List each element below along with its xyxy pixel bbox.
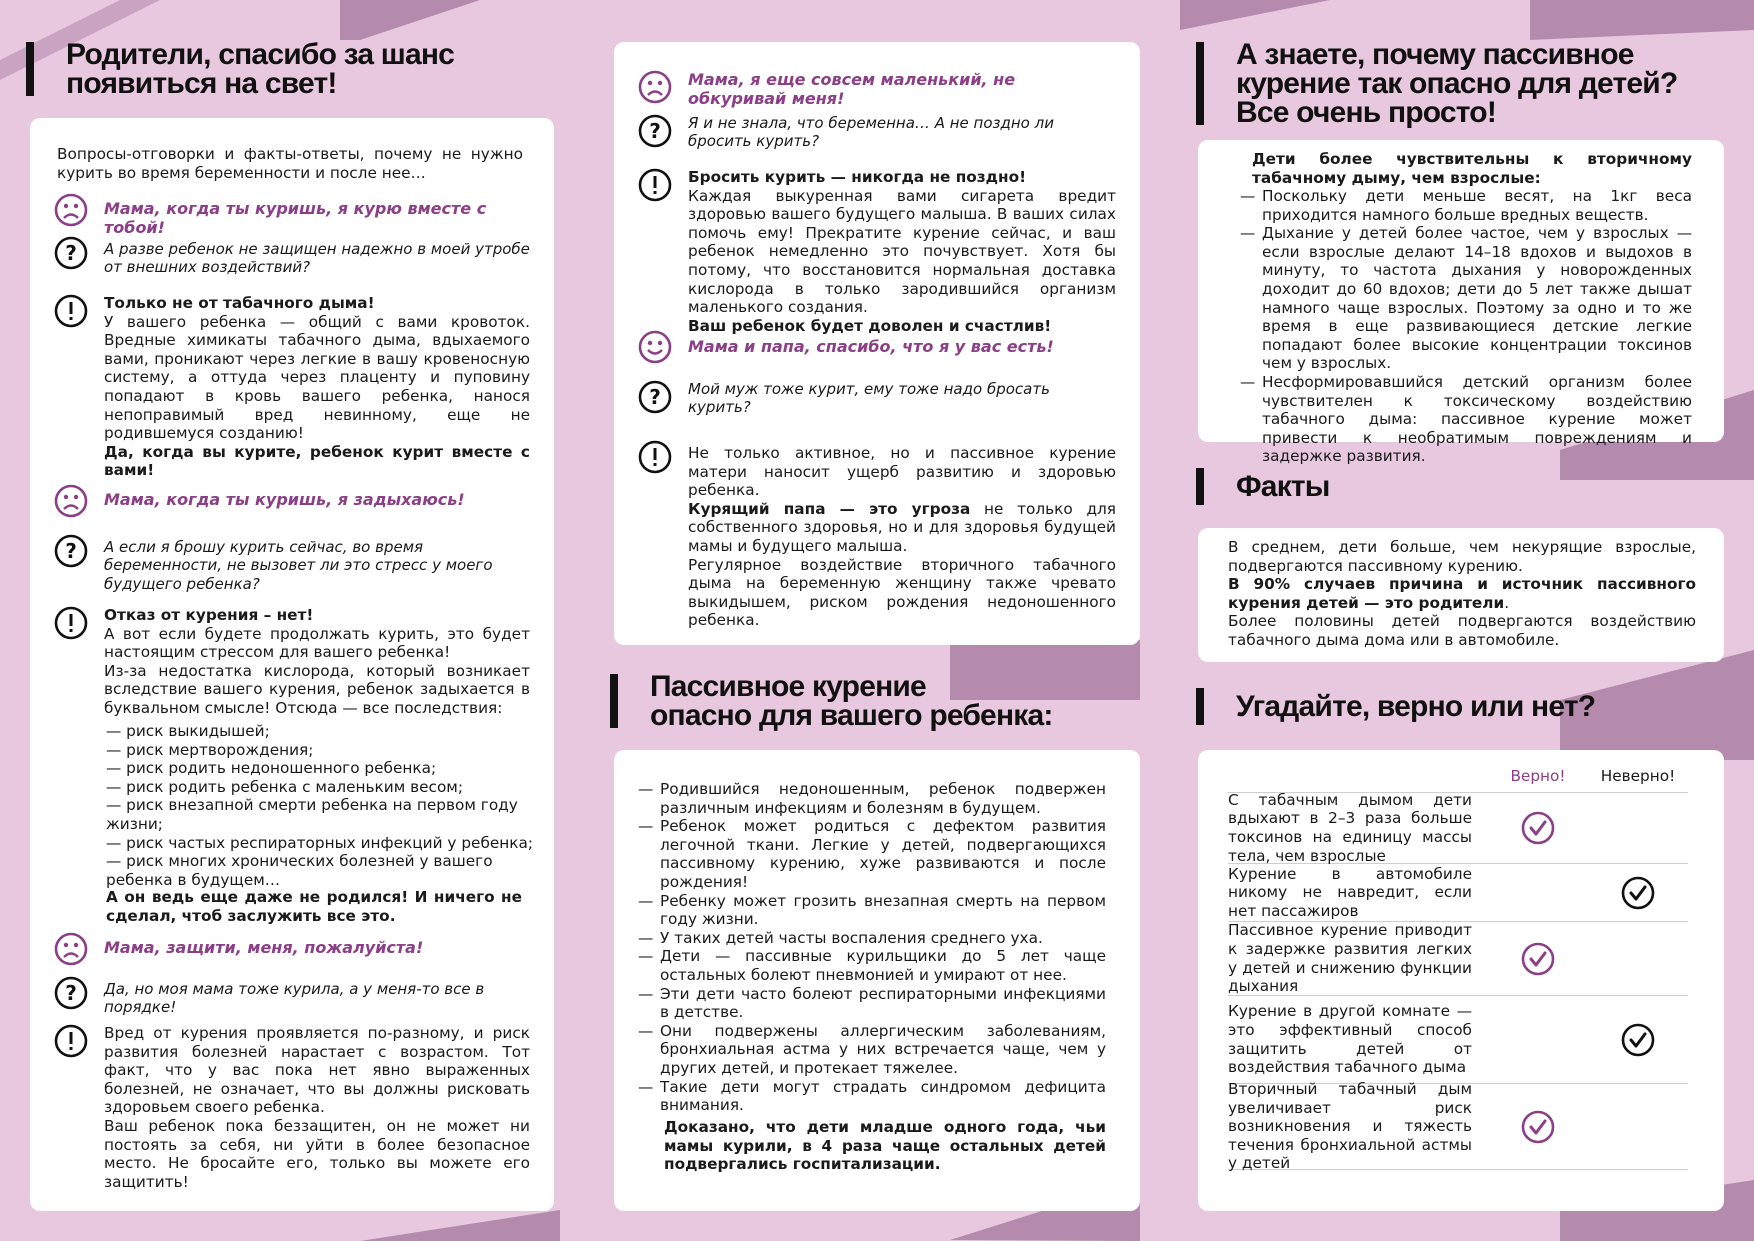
col1-sad-row-2	[54, 484, 530, 518]
facts-text: В среднем, дети больше, чем некурящие взрослые, подвергаются пассивному курению.	[1228, 538, 1696, 575]
list-item: — Ребенок может родиться с дефектом развития легочной ткани. Легкие у детей, подвергающихся пассивному курению, хуже развиваются и после рождения!	[638, 817, 1106, 891]
question-icon	[54, 534, 88, 568]
answer-text: Из-за недостатка кислорода, который возникает вследствие вашего курения, ребенок задыхается в буквальном смысле! Отсюда — все последствия:	[104, 661, 530, 717]
exclamation-icon	[54, 1024, 88, 1058]
col2-answer-row-2	[638, 440, 1116, 630]
quiz-statement: Вторичный табачный дым увеличивает риск возникновения и тяжесть течения бронхиальной астмы у детей	[1228, 1080, 1472, 1173]
exclamation-icon	[638, 440, 672, 474]
question-text: Я и не знала, что беременна… А не поздно ли бросить курить?	[688, 114, 1054, 151]
col1-answer-row-3	[54, 1024, 530, 1191]
col1-heading	[26, 40, 546, 98]
quiz-row	[1228, 864, 1688, 922]
col2-bottom-panel	[614, 750, 1140, 1211]
col1-question-row-1	[54, 236, 530, 277]
col1-heading-line1: Родители, спасибо за шанс	[66, 38, 455, 71]
quiz-statement: Пассивное курение приводит к задержке развития легких у детей и снижению функции дыхания	[1228, 921, 1472, 996]
quiz-row	[1228, 922, 1688, 996]
answer-text: Регулярное воздействие вторичного табачного дыма на беременную женщину также чревато выкидышем, риском рождения недоношенного ребенка.	[688, 555, 1116, 630]
intro-text: Вопросы-отговорки и факты-ответы, почему не нужно курить во время беременности и после нее…	[57, 145, 523, 182]
why-list	[1240, 187, 1692, 466]
answer-bold: А он ведь еще даже не родился! И ничего не сделал, чтоб заслужить все это.	[106, 888, 522, 925]
col1-answer-row-2	[54, 606, 530, 718]
answer-text: У вашего ребенка — общий с вами кровоток. Вредные химикаты табачного дыма, вдыхаемого вами, проникают через легкие в вашу кровеносную систему, а оттуда через плаценту и пуповину попадают в кровь вашего ребенка, нанося непоправимый вред невинному, еще не родившемуся созданию!	[104, 312, 530, 443]
answer-text: Вред от курения проявляется по-разному, и риск развития болезней нарастает с возрастом. Тот факт, что у вас пока нет явно выраженных болезней, не означает, что вы должны рисковать здоровьем своего ребенка.	[104, 1024, 530, 1117]
risk-item: — риск мертворождения;	[106, 740, 314, 759]
col3-facts-panel	[1198, 528, 1724, 662]
col3-heading-line2: курение так опасно для детей?	[1236, 67, 1678, 100]
quiz-col-false: Неверно!	[1600, 766, 1676, 785]
sad-quote: Мама, защити, меня, пожалуйста!	[104, 938, 424, 957]
quiz-statement: Курение в автомобиле никому не навредит, если нет пассажиров	[1228, 864, 1472, 920]
risk-item: — риск многих хронических болезней у вашего ребенка в будущем…	[106, 852, 493, 889]
answer-text: Ваш ребенок пока беззащитен, он не может ни постоять за себя, ни уйти в более безопасное место. Не бросайте его, только вы можете его защитить!	[104, 1116, 530, 1191]
question-icon	[54, 976, 88, 1010]
facts-heading-text: Факты	[1236, 470, 1330, 503]
answer-bold: Да, когда вы курите, ребенок курит вместе с вами!	[104, 442, 530, 480]
facts-heading	[1196, 466, 1496, 507]
answer-bold: Ваш ребенок будет доволен и счастлив!	[688, 316, 1052, 335]
sad-quote: Мама, я еще совсем маленький, не обкуривай меня!	[688, 70, 1016, 108]
answer-text-mixed	[688, 500, 1116, 556]
question-text: Мой муж тоже курит, ему тоже надо бросать курить?	[688, 380, 1050, 417]
answer-text: Не только активное, но и пассивное курение матери наносит ущерб развитию и здоровью ребенка.	[688, 444, 1116, 500]
risk-item: — риск выкидышей;	[106, 722, 270, 740]
quiz-heading	[1196, 686, 1716, 727]
check-mark-icon	[1488, 1110, 1588, 1144]
quiz-header	[1228, 760, 1688, 792]
check-mark-icon	[1588, 1023, 1688, 1057]
facts-bold: В 90% случаев причина и источник пассивного курения детей — это родители	[1228, 575, 1696, 612]
risk-list	[106, 722, 536, 889]
list-item: — Несформировавшийся детский организм более чувствителен к токсическому воздействию табачного дыма: пассивное курение может привести к необратимым повреждениям и задержке развития.	[1240, 372, 1692, 466]
risk-item: — риск внезапной смерти ребенка на первом году жизни;	[106, 796, 518, 833]
risk-item: — риск частых респираторных инфекций у ребенка;	[106, 833, 534, 852]
svg-text:?: ?	[65, 981, 77, 1005]
quiz-rows	[1228, 790, 1688, 1173]
passive-list	[638, 780, 1106, 1115]
sad-quote: Мама, когда ты куришь, я курю вместе с тобой!	[104, 199, 487, 237]
col1-sad-row-3	[54, 932, 530, 966]
col2-heading-line2: опасно для вашего ребенка:	[650, 699, 1053, 732]
answer-title: Только не от табачного дыма!	[104, 294, 375, 312]
quiz-row	[1228, 792, 1688, 864]
quiz-statement: Курение в другой комнате — это эффективный способ защитить детей от воздействия табачного дыма	[1228, 1002, 1472, 1077]
sad-face-icon	[54, 484, 88, 518]
col3-quiz-panel	[1198, 750, 1724, 1211]
question-text: А разве ребенок не защищен надежно в моей утробе от внешних воздействий?	[104, 240, 530, 277]
col2-heading	[610, 672, 1130, 730]
quiz-heading-text: Угадайте, верно или нет?	[1236, 690, 1596, 723]
list-item: — Они подвержены аллергическим заболеваниям, бронхиальная астма у них встречается чаще, чем у других детей, и протекает тяжелее.	[638, 1021, 1106, 1077]
col2-question-row-1	[638, 114, 1116, 151]
check-mark-icon	[1488, 942, 1588, 976]
svg-text:?: ?	[649, 119, 661, 143]
svg-text:?: ?	[65, 539, 77, 563]
risk-item: — риск родить недоношенного ребенка;	[106, 759, 437, 778]
happy-quote: Мама и папа, спасибо, что я у вас есть!	[688, 337, 1054, 356]
sad-face-icon	[54, 932, 88, 966]
list-item: — Такие дети могут страдать синдромом дефицита внимания.	[638, 1077, 1106, 1115]
col2-top-panel	[614, 42, 1140, 645]
col1-heading-line2: появиться на свет!	[66, 67, 337, 100]
happy-face-icon	[638, 330, 672, 364]
sad-face-icon	[638, 70, 672, 104]
col1-sad-row-1	[54, 193, 530, 237]
question-text: Да, но моя мама тоже курила, а у меня-то все в порядке!	[104, 980, 485, 1017]
col2-question-row-2	[638, 380, 1116, 417]
col3-heading	[1196, 40, 1736, 127]
question-icon	[638, 114, 672, 148]
facts-text: Более половины детей подвергаются воздействию табачного дыма дома или в автомобиле.	[1228, 612, 1696, 649]
facts-dot: .	[1504, 593, 1510, 612]
answer-text: Каждая выкуренная вами сигарета вредит здоровью вашего будущего малыша. В ваших силах помочь ему! Прекратите курение сейчас, и ваш ребенок немедленно это почувствует. Хотя бы потому, что восстановится нормальная доставка кислорода в только зародившийся организм маленького создания.	[688, 186, 1116, 317]
list-item: — Дыхание у детей более частое, чем у взрослых — если взрослые делают 14–18 вдохов и выдохов в минуту, то частота дыхания у новорожденных доходит до 60 вдохов; дети до 5 лет также дышат намного чаще взрослых. Поэтому за одно и то же время в еще развивающиеся детские легкие попадают более высокие концентрации токсинов чем у взрослых.	[1240, 224, 1692, 373]
answer-text: А вот если будете продолжать курить, это будет настоящим стрессом для вашего ребенка!	[104, 624, 530, 662]
col2-answer-row-1	[638, 168, 1116, 335]
quiz-row	[1228, 996, 1688, 1084]
col2-sad-row-1	[638, 70, 1116, 108]
exclamation-icon	[54, 294, 88, 328]
answer-bold: Курящий папа — это угроза	[688, 499, 971, 518]
sad-face-icon	[54, 193, 88, 227]
col2-heading-line1: Пассивное курение	[650, 670, 926, 703]
list-item: — Поскольку дети меньше весят, на 1кг веса приходится намного больше вредных веществ.	[1240, 187, 1692, 224]
col3-heading-line1: А знаете, почему пассивное	[1236, 38, 1634, 71]
risk-item: — риск родить ребенка с маленьким весом;	[106, 777, 464, 796]
list-item: — У таких детей часты воспаления среднего уха.	[638, 928, 1043, 947]
list-item: — Родившийся недоношенным, ребенок подвержен различным инфекциям и болезням в будущем.	[638, 780, 1106, 817]
exclamation-icon	[638, 168, 672, 202]
quiz-col-true: Верно!	[1510, 766, 1566, 785]
col3-why-panel	[1198, 140, 1724, 466]
list-item: — Эти дети часто болеют респираторными инфекциями в детстве.	[638, 984, 1106, 1022]
col1-question-row-2	[54, 534, 530, 593]
check-mark-icon	[1488, 811, 1588, 845]
col3-heading-line3: Все очень просто!	[1236, 96, 1497, 129]
question-icon	[54, 236, 88, 270]
quiz-statement: С табачным дымом дети вдыхают в 2–3 раза больше токсинов на единицу массы тела, чем взрослые	[1228, 790, 1472, 865]
col1-answer-row-1	[54, 294, 530, 480]
facts-text-mixed	[1228, 575, 1696, 612]
check-mark-icon	[1588, 876, 1688, 910]
answer-text: не только для собственного здоровья, но и для здоровья будущей мамы и будущего малыша.	[688, 499, 1116, 555]
svg-text:?: ?	[65, 241, 77, 265]
list-item: — Ребенку может грозить внезапная смерть на первом году жизни.	[638, 891, 1106, 929]
quiz-row	[1228, 1080, 1688, 1173]
sad-quote: Мама, когда ты куришь, я задыхаюсь!	[104, 490, 465, 509]
question-icon	[638, 380, 672, 414]
col2-happy-row	[638, 330, 1116, 364]
col1-question-row-3	[54, 976, 530, 1017]
why-bold: Дети более чувствительны к вторичному табачному дыму, чем взрослые:	[1252, 150, 1692, 187]
exclamation-icon	[54, 606, 88, 640]
svg-text:?: ?	[649, 385, 661, 409]
quiz-table	[1228, 760, 1688, 1173]
passive-bold: Доказано, что дети младше одного года, чьи мамы курили, в 4 раза чаще остальных детей подвергались госпитализации.	[664, 1118, 1106, 1174]
answer-title: Отказ от курения – нет!	[104, 606, 314, 624]
list-item: — Дети — пассивные курильщики до 5 лет чаще остальных болеют пневмонией и умирают от нее.	[638, 947, 1106, 984]
answer-title: Бросить курить — никогда не поздно!	[688, 168, 1027, 186]
col1-panel	[30, 118, 554, 1211]
question-text: А если я брошу курить сейчас, во время беременности, не вызовет ли это стресс у моего будущего ребенка?	[104, 538, 493, 593]
